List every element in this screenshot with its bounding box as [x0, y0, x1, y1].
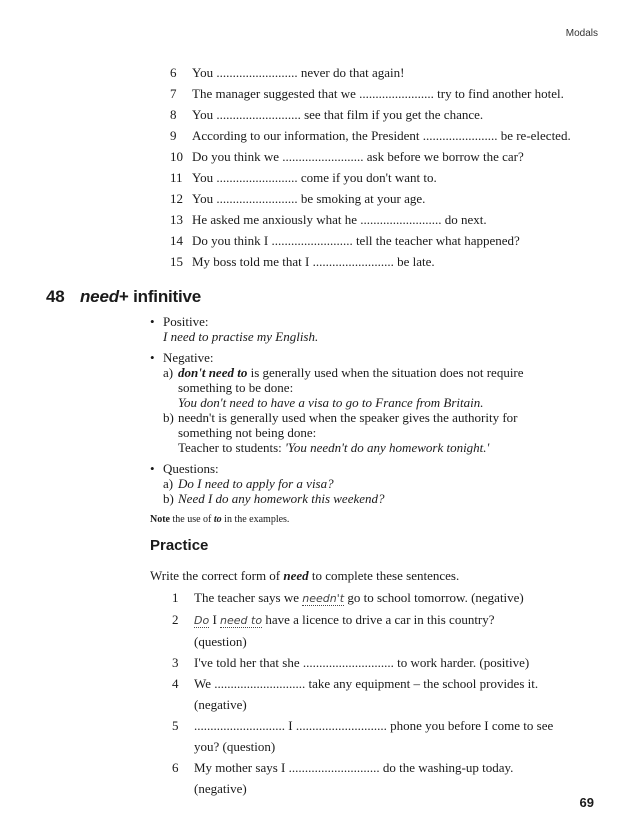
- exercise-list-bottom: [172, 587, 592, 799]
- negative-b-example: 'You needn't do any homework tonight.': [285, 440, 490, 455]
- sub-letter: b): [163, 491, 174, 506]
- negative-a: [163, 365, 580, 410]
- item-number: 7: [170, 86, 177, 101]
- exercise-item: [172, 673, 592, 694]
- exercise-item: [170, 188, 610, 209]
- item-continuation: you? (question): [194, 739, 276, 754]
- handwritten-answer: need to: [220, 614, 263, 627]
- exercise-item: [172, 715, 592, 736]
- item-number: 9: [170, 128, 177, 143]
- positive-bullet: [150, 314, 580, 344]
- negative-b-text: needn't is generally used when the speaker gives the authority for: [178, 410, 518, 425]
- item-continuation: (negative): [194, 781, 247, 796]
- item-number: 15: [170, 254, 183, 269]
- section-title-rest: + infinitive: [118, 287, 202, 306]
- exercise-item: [172, 652, 592, 673]
- item-number: 14: [170, 233, 183, 248]
- item-number: 8: [170, 107, 177, 122]
- note-keyword: to: [213, 514, 222, 525]
- instruction-keyword: need: [283, 568, 309, 583]
- instruction-text-1: Write the correct form of: [150, 568, 284, 583]
- item-text: My boss told me that I ......................... be late.: [192, 254, 435, 269]
- instruction-text-2: to complete these sentences.: [308, 568, 460, 583]
- item-text: Do you think I ......................... tell the teacher what happened?: [192, 233, 520, 248]
- item-continuation: (question): [194, 634, 247, 649]
- exercise-item: [170, 230, 610, 251]
- note-text-1: the use of: [170, 514, 214, 525]
- item-number: 11: [170, 170, 183, 185]
- item-text: Do you think we ......................... ask before we borrow the car?: [192, 149, 524, 164]
- questions-bullet: [150, 461, 580, 506]
- page-number: 69: [579, 795, 594, 810]
- item-number: 2: [172, 612, 179, 627]
- item-text-post: go to school tomorrow. (negative): [344, 590, 524, 605]
- exercise-item: [172, 609, 592, 631]
- item-text: We ............................ take any equipment – the school provides it.: [194, 676, 539, 691]
- exercise-item: [170, 251, 610, 272]
- item-number: 3: [172, 655, 179, 670]
- item-text: You ......................... come if you don't want to.: [192, 170, 437, 185]
- questions-b: [163, 491, 580, 506]
- exercise-item: [170, 125, 610, 146]
- item-text-mid: I: [209, 612, 221, 627]
- negative-a-keyword: don't need to: [178, 365, 248, 380]
- exercise-item: [170, 62, 610, 83]
- negative-a-example: You don't need to have a visa to go to France from Britain.: [178, 395, 484, 410]
- exercise-list-top: [170, 62, 610, 272]
- item-text: You ......................... be smoking at your age.: [192, 191, 426, 206]
- item-text: ............................ I ............................ phone you before I come to see: [194, 718, 554, 733]
- sub-letter: a): [163, 476, 174, 491]
- questions-a-example: Do I need to apply for a visa?: [178, 476, 334, 491]
- handwritten-answer: needn't: [302, 592, 345, 605]
- item-number: 6: [172, 760, 179, 775]
- item-text-pre: The teacher says we: [194, 590, 303, 605]
- item-text: You .......................... see that film if you get the chance.: [192, 107, 484, 122]
- handwritten-answer: Do: [194, 614, 210, 627]
- negative-b-text-cont: something not being done:: [178, 425, 317, 440]
- item-number: 1: [172, 590, 179, 605]
- item-text-post: have a licence to drive a car in this country?: [262, 612, 495, 627]
- negative-b: [163, 410, 580, 455]
- negative-a-text-cont: something to be done:: [178, 380, 294, 395]
- item-number: 13: [170, 212, 183, 227]
- item-number: 12: [170, 191, 183, 206]
- exercise-item: [170, 83, 610, 104]
- sub-letter: b): [163, 410, 174, 425]
- running-header: Modals: [565, 28, 598, 39]
- exercise-item: [170, 209, 610, 230]
- note-label: Note: [150, 514, 170, 525]
- negative-b-example-prefix: Teacher to students:: [178, 440, 286, 455]
- item-number: 4: [172, 676, 179, 691]
- practice-heading: Practice: [150, 537, 209, 554]
- section-number: 48: [46, 287, 65, 306]
- item-number: 10: [170, 149, 183, 164]
- exercise-item: [170, 167, 610, 188]
- usage-note: [150, 512, 580, 527]
- exercise-item: [172, 587, 592, 609]
- item-number: 5: [172, 718, 179, 733]
- practice-instruction: [150, 568, 459, 584]
- note-text-2: in the examples.: [221, 514, 290, 525]
- sub-letter: a): [163, 365, 174, 380]
- positive-label: • Positive:: [163, 314, 209, 329]
- negative-label: • Negative:: [163, 350, 214, 365]
- item-number: 6: [170, 65, 177, 80]
- item-text: My mother says I ............................ do the washing-up today.: [194, 760, 514, 775]
- item-text: He asked me anxiously what he ......................... do next.: [192, 212, 487, 227]
- item-text: According to our information, the President ....................... be re-elected.: [192, 128, 571, 143]
- questions-a: [163, 476, 580, 491]
- item-continuation: (negative): [194, 697, 247, 712]
- exercise-item: [172, 757, 592, 778]
- negative-bullet: [150, 350, 580, 455]
- grammar-explanation: [150, 314, 580, 527]
- section-title-keyword: need: [80, 287, 119, 306]
- item-text: I've told her that she ............................ to work harder. (positive): [194, 655, 530, 670]
- item-text: You ......................... never do that again!: [192, 65, 405, 80]
- exercise-item: [170, 104, 610, 125]
- questions-label: • Questions:: [163, 461, 219, 476]
- negative-a-text: is generally used when the situation does not require: [247, 365, 524, 380]
- item-text: The manager suggested that we ....................... try to find another hotel.: [192, 86, 564, 101]
- questions-b-example: Need I do any homework this weekend?: [178, 491, 385, 506]
- section-heading: [46, 287, 201, 307]
- positive-example: I need to practise my English.: [163, 329, 319, 344]
- exercise-item: [170, 146, 610, 167]
